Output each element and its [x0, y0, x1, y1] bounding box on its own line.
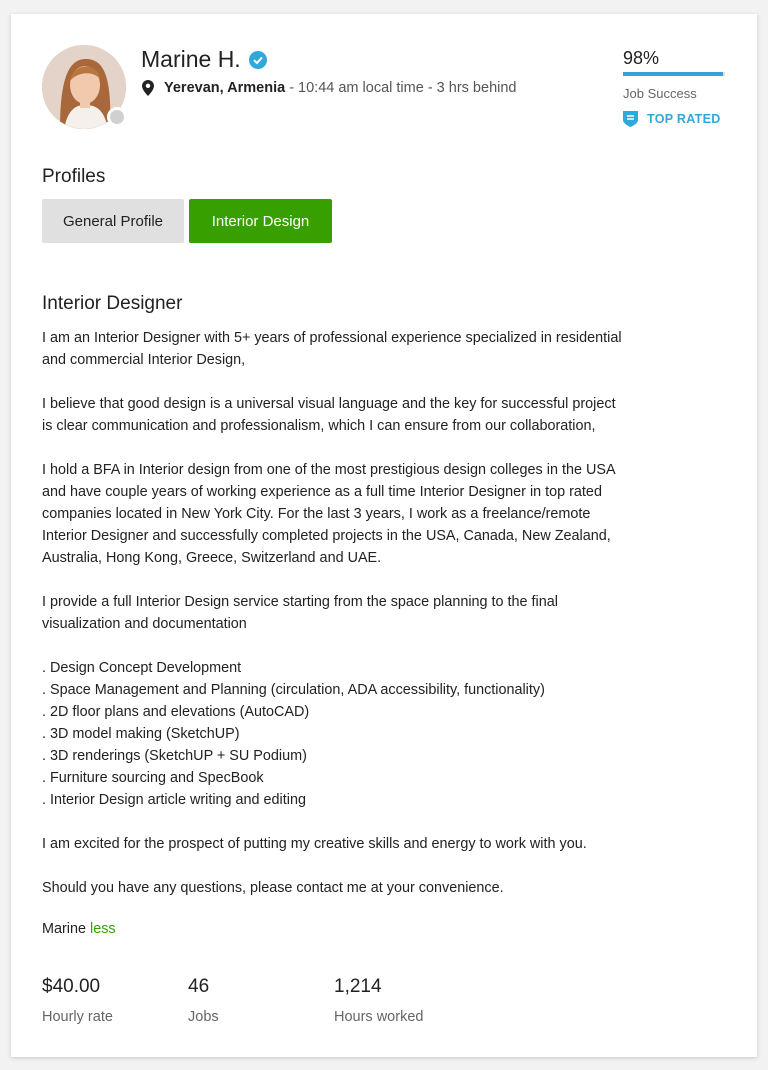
verified-icon	[249, 51, 267, 69]
hours-worked-value: 1,214	[334, 976, 382, 997]
description-line: . Furniture sourcing and SpecBook	[42, 770, 264, 786]
job-success-bar	[623, 72, 725, 76]
location-pin-icon	[142, 80, 154, 96]
profiles-heading: Profiles	[42, 166, 106, 187]
signature-line	[42, 921, 116, 937]
tab-interior-design[interactable]: Interior Design	[189, 199, 332, 243]
hours-worked-label: Hours worked	[334, 1009, 424, 1025]
location-city: Yerevan, Armenia	[164, 80, 286, 96]
paragraph-gap	[42, 569, 722, 591]
jobs-label: Jobs	[188, 1009, 219, 1025]
description-line: Australia, Hong Kong, Greece, Switzerland and UAE.	[42, 550, 382, 566]
description-line: . 3D renderings (SketchUP + SU Podium)	[42, 748, 307, 764]
top-rated-badge-icon	[623, 111, 638, 127]
description-line: . 2D floor plans and elevations (AutoCAD)	[42, 704, 310, 720]
job-success-label: Job Success	[623, 86, 697, 101]
hourly-rate-label: Hourly rate	[42, 1009, 113, 1025]
signature-name: Marine	[42, 921, 90, 937]
description-line: I am excited for the prospect of putting my creative skills and energy to work with you.	[42, 836, 587, 852]
description-line: and have couple years of working experience as a full time Interior Designer in top rated	[42, 484, 602, 500]
location-line	[142, 80, 516, 96]
profile-title: Interior Designer	[42, 293, 183, 314]
hourly-rate-value: $40.00	[42, 976, 101, 997]
job-success-block	[623, 48, 725, 127]
job-success-value: 98%	[623, 48, 660, 68]
paragraph-gap	[42, 371, 722, 393]
profile-description	[42, 327, 722, 899]
job-success-bar-fill	[623, 72, 723, 76]
stat-hourly-rate	[42, 976, 113, 1025]
freelancer-name	[141, 46, 267, 73]
description-line: Interior Designer and successfully completed projects in the USA, Canada, New Zealand,	[42, 528, 611, 544]
paragraph-gap	[42, 437, 722, 459]
description-line: . Interior Design article writing and editing	[42, 792, 306, 808]
freelancer-name-text: Marine H.	[141, 46, 241, 72]
description-line: I hold a BFA in Interior design from one of the most prestigious design colleges in the USA	[42, 462, 616, 478]
top-rated-label: TOP RATED	[647, 112, 721, 126]
description-line: I believe that good design is a universal visual language and the key for successful project	[42, 396, 616, 412]
stat-hours-worked	[334, 976, 423, 1025]
online-status-indicator	[107, 107, 127, 127]
description-line: I am an Interior Designer with 5+ years of professional experience specialized in residential	[42, 330, 622, 346]
paragraph-gap	[42, 635, 722, 657]
description-line: is clear communication and professionalism, which I can ensure from our collaboration,	[42, 418, 596, 434]
tab-general-profile[interactable]: General Profile	[42, 199, 184, 243]
jobs-value: 46	[188, 976, 210, 997]
description-line: and commercial Interior Design,	[42, 352, 246, 368]
local-time: - 10:44 am local time - 3 hrs behind	[285, 80, 517, 96]
less-link[interactable]: less	[90, 921, 116, 937]
profile-card	[11, 14, 757, 1057]
description-line: . 3D model making (SketchUP)	[42, 726, 240, 742]
description-line: companies located in New York City. For the last 3 years, I work as a freelance/remote	[42, 506, 591, 522]
paragraph-gap	[42, 811, 722, 833]
description-line: I provide a full Interior Design service starting from the space planning to the final	[42, 594, 558, 610]
description-line: visualization and documentation	[42, 616, 247, 632]
paragraph-gap	[42, 855, 722, 877]
description-line: . Space Management and Planning (circulation, ADA accessibility, functionality)	[42, 682, 545, 698]
top-rated-badge[interactable]	[623, 111, 725, 127]
description-line: . Design Concept Development	[42, 660, 242, 676]
description-line: Should you have any questions, please contact me at your convenience.	[42, 880, 504, 896]
stat-jobs	[188, 976, 219, 1025]
